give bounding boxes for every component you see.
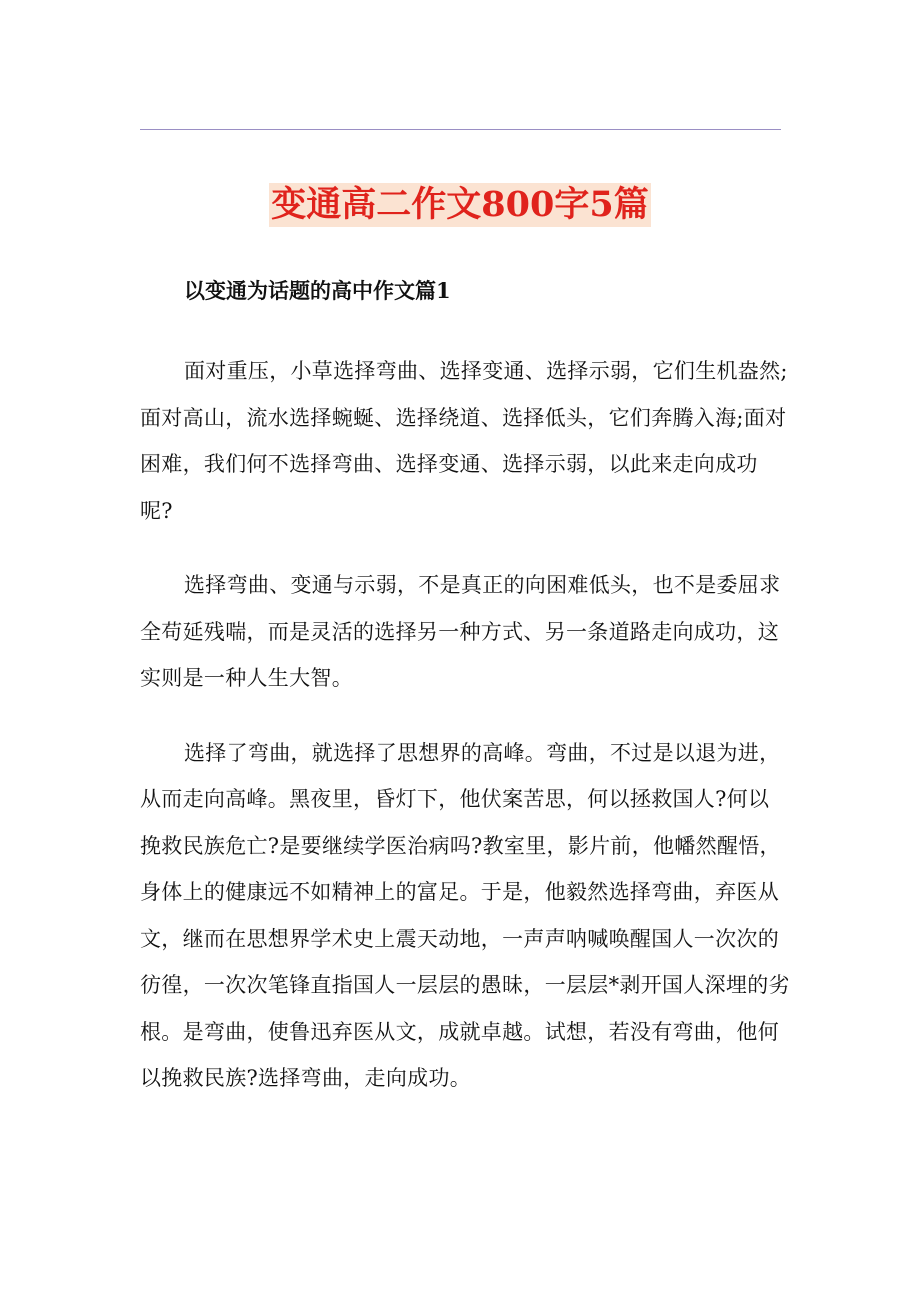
paragraph-1: 面对重压，小草选择弯曲、选择变通、选择示弱，它们生机盎然;面对高山，流水选择蜿蜒、选择绕道、选择低头，它们奔腾入海;面对困难，我们何不选择弯曲、选择变通、选择示弱，以此来走向成功呢? <box>140 359 788 523</box>
document-title: 变通高二作文800字5篇 <box>271 184 649 226</box>
title-area <box>0 160 920 251</box>
paragraph-2: 选择弯曲、变通与示弱，不是真正的向困难低头，也不是委屈求全苟延残喘，而是灵活的选择另一种方式、另一条道路走向成功，这实则是一种人生大智。 <box>140 573 781 690</box>
article-body <box>140 268 790 1130</box>
top-divider <box>140 129 781 130</box>
paragraph-3: 选择了弯曲，就选择了思想界的高峰。弯曲，不过是以退为进，从而走向高峰。黑夜里，昏灯下，他伏案苦思，何以拯救国人?何以挽救民族危亡?是要继续学医治病吗?教室里，影片前，他幡然醒悟，身体上的健康远不如精神上的富足。于是，他毅然选择弯曲，弃医从文，继而在思想界学术史上震天动地，一声声呐喊唤醒国人一次次的彷徨，一次次笔锋直指国人一层层的愚昧，一层层*剥开国人深埋的劣根。是弯曲，使鲁迅弃医从文，成就卓越。试想，若没有弯曲，他何以挽救民族?选择弯曲，走向成功。 <box>140 740 790 1090</box>
section-heading: 以变通为话题的高中作文篇1 <box>184 278 451 303</box>
